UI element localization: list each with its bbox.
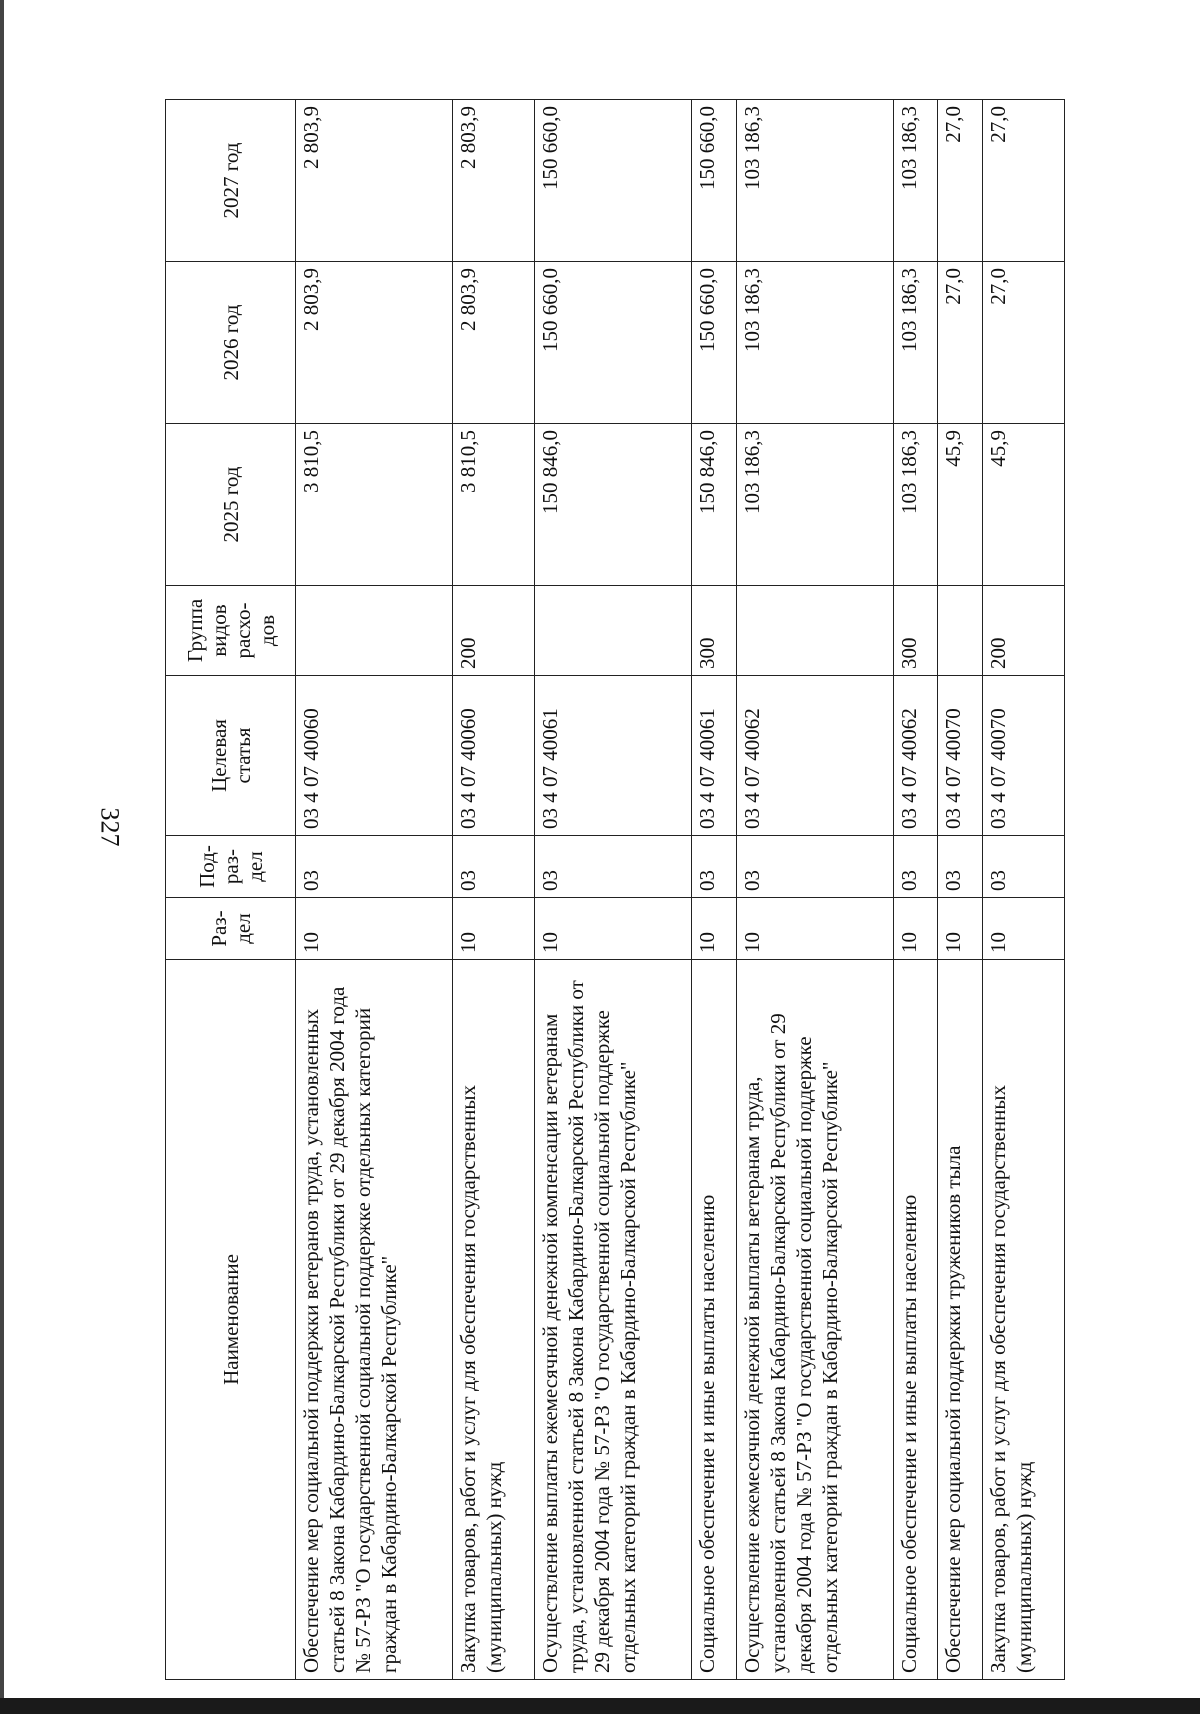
cell-2025: 150 846,0	[691, 424, 736, 586]
cell-2025: 3 810,5	[452, 424, 534, 586]
cell-2027: 2 803,9	[296, 100, 453, 262]
cell-subsection: 03	[691, 836, 736, 898]
cell-name: Обеспечение мер социальной поддержки тружеников тыла	[938, 960, 983, 1680]
cell-2026: 27,0	[938, 262, 983, 424]
header-2025: 2025 год	[166, 424, 296, 586]
cell-name: Закупка товаров, работ и услуг для обеспечения государственных (муниципальных) нужд	[982, 960, 1064, 1680]
cell-2026: 150 660,0	[535, 262, 692, 424]
header-2027: 2027 год	[166, 100, 296, 262]
table-row	[296, 100, 453, 1680]
cell-2027: 27,0	[938, 100, 983, 262]
cell-subsection: 03	[982, 836, 1064, 898]
cell-2025: 3 810,5	[296, 424, 453, 586]
cell-2026: 150 660,0	[691, 262, 736, 424]
scan-left-edge	[0, 0, 4, 1714]
cell-section: 10	[535, 898, 692, 960]
header-subsection: Под- раз- дел	[166, 836, 296, 898]
cell-subsection: 03	[736, 836, 893, 898]
header-name: Наименование	[166, 960, 296, 1680]
table-row	[893, 100, 938, 1680]
cell-subsection: 03	[893, 836, 938, 898]
cell-target-article: 03 4 07 40062	[893, 676, 938, 836]
cell-target-article: 03 4 07 40070	[982, 676, 1064, 836]
cell-name: Социальное обеспечение и иные выплаты населению	[893, 960, 938, 1680]
cell-target-article: 03 4 07 40062	[736, 676, 893, 836]
cell-2026: 2 803,9	[296, 262, 453, 424]
cell-target-article: 03 4 07 40061	[691, 676, 736, 836]
cell-expense-group	[736, 586, 893, 676]
table-row	[691, 100, 736, 1680]
cell-2027: 2 803,9	[452, 100, 534, 262]
cell-expense-group	[938, 586, 983, 676]
budget-table	[165, 99, 1065, 1680]
table-row	[982, 100, 1064, 1680]
cell-subsection: 03	[938, 836, 983, 898]
cell-2026: 2 803,9	[452, 262, 534, 424]
cell-section: 10	[452, 898, 534, 960]
cell-2026: 27,0	[982, 262, 1064, 424]
cell-section: 10	[736, 898, 893, 960]
cell-2025: 45,9	[982, 424, 1064, 586]
table-row	[535, 100, 692, 1680]
cell-section: 10	[982, 898, 1064, 960]
cell-2027: 150 660,0	[535, 100, 692, 262]
cell-target-article: 03 4 07 40060	[296, 676, 453, 836]
cell-2027: 27,0	[982, 100, 1064, 262]
scan-bottom-edge	[0, 1698, 1200, 1714]
cell-2026: 103 186,3	[736, 262, 893, 424]
table-header-row	[166, 100, 296, 1680]
cell-2025: 150 846,0	[535, 424, 692, 586]
cell-name: Социальное обеспечение и иные выплаты населению	[691, 960, 736, 1680]
cell-name: Осуществление выплаты ежемесячной денежной компенсации ветеранам труда, установленной статьей 8 Закона Кабардино-Балкарской Республики от 29 декабря 2004 года № 57-РЗ "О государственной социальной поддержке отдельных категорий граждан в Кабардино-Балкарской Республике"	[535, 960, 692, 1680]
cell-2027: 103 186,3	[893, 100, 938, 262]
cell-expense-group: 200	[982, 586, 1064, 676]
cell-name: Закупка товаров, работ и услуг для обеспечения государственных (муниципальных) нужд	[452, 960, 534, 1680]
cell-2025: 45,9	[938, 424, 983, 586]
table-row	[736, 100, 893, 1680]
cell-2025: 103 186,3	[893, 424, 938, 586]
cell-expense-group: 300	[893, 586, 938, 676]
cell-name: Осуществление ежемесячной денежной выплаты ветеранам труда, установленной статьей 8 Закона Кабардино-Балкарской Республики от 29 декабря 2004 года № 57-РЗ "О государственной социальной поддержке отдельных категорий граждан в Кабардино-Балкарской Республике"	[736, 960, 893, 1680]
table-row	[938, 100, 983, 1680]
cell-2026: 103 186,3	[893, 262, 938, 424]
cell-target-article: 03 4 07 40060	[452, 676, 534, 836]
cell-section: 10	[691, 898, 736, 960]
cell-target-article: 03 4 07 40070	[938, 676, 983, 836]
cell-expense-group	[535, 586, 692, 676]
header-expense-group: Группа видов расхо- дов	[166, 586, 296, 676]
cell-subsection: 03	[296, 836, 453, 898]
cell-subsection: 03	[452, 836, 534, 898]
cell-subsection: 03	[535, 836, 692, 898]
rotated-table-container	[165, 100, 1065, 1680]
cell-target-article: 03 4 07 40061	[535, 676, 692, 836]
header-section: Раз- дел	[166, 898, 296, 960]
page-number: 327	[95, 807, 125, 847]
cell-expense-group: 200	[452, 586, 534, 676]
cell-section: 10	[893, 898, 938, 960]
cell-2025: 103 186,3	[736, 424, 893, 586]
cell-2027: 150 660,0	[691, 100, 736, 262]
cell-expense-group	[296, 586, 453, 676]
header-2026: 2026 год	[166, 262, 296, 424]
table-row	[452, 100, 534, 1680]
cell-expense-group: 300	[691, 586, 736, 676]
cell-section: 10	[296, 898, 453, 960]
cell-name: Обеспечение мер социальной поддержки ветеранов труда, установленных статьей 8 Закона Кабардино-Балкарской Республики от 29 декабря 2004 года № 57-РЗ "О государственной социальной поддержке отдельных категорий граждан в Кабардино-Балкарской Республике"	[296, 960, 453, 1680]
cell-2027: 103 186,3	[736, 100, 893, 262]
cell-section: 10	[938, 898, 983, 960]
header-target-article: Целевая статья	[166, 676, 296, 836]
